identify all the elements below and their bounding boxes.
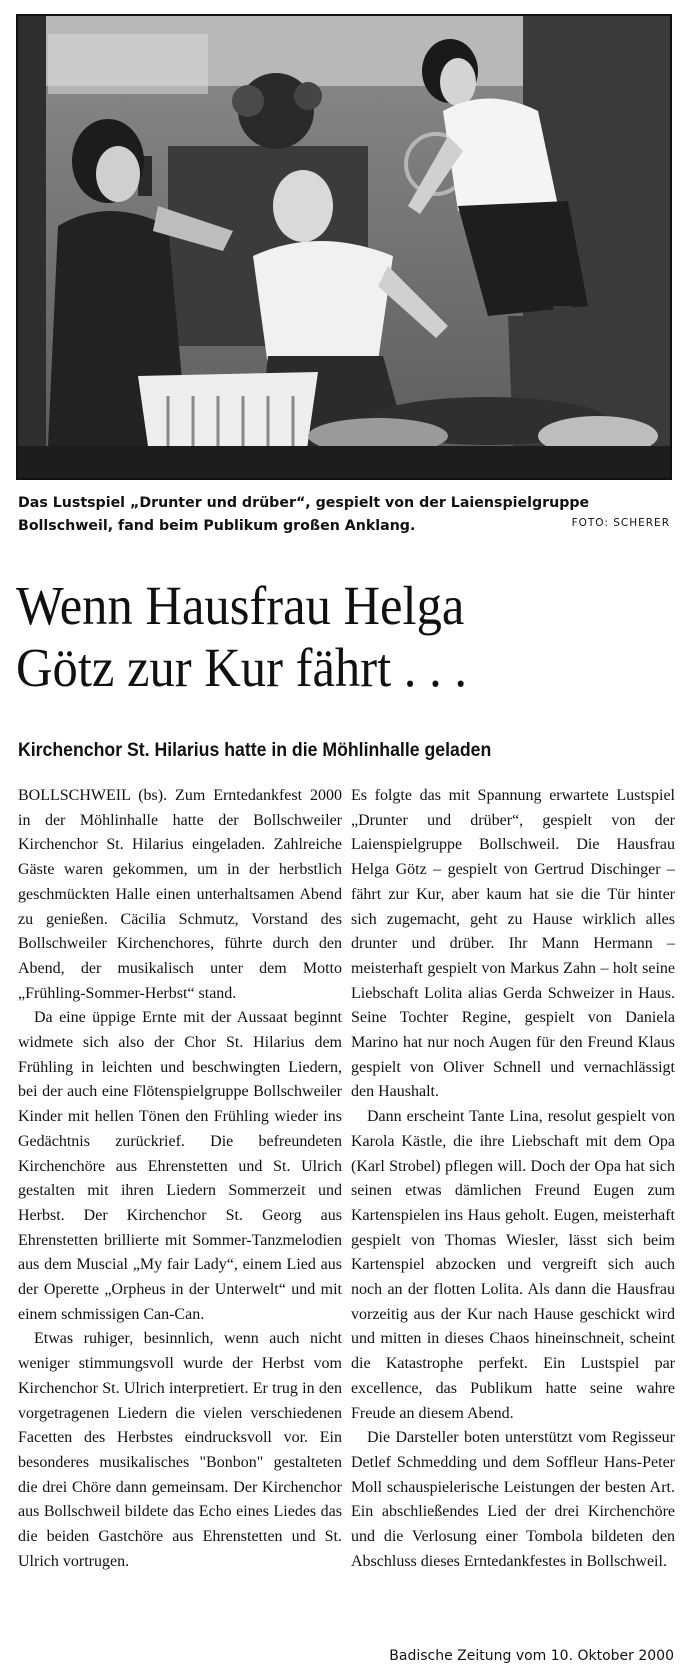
article-column-left — [18, 784, 342, 1575]
photo-credit: FOTO: SCHERER — [571, 517, 670, 529]
theater-scene-photo — [18, 16, 670, 478]
article-photo — [16, 14, 672, 480]
headline-line-2: Götz zur Kur fährt . . . — [16, 637, 468, 698]
paragraph: BOLLSCHWEIL (bs). Zum Erntedankfest 2000 in der Möhlinhalle hatte der Bollschweiler Kirchenchor St. Hilarius eingeladen. Zahlreiche Gäste waren gekommen, um in der herbstlich geschmückten Halle einen unterhaltsamen Abend zu genießen. Cäcilia Schmutz, Vorstand des Bollschweiler Kirchenchores, führte durch den Abend, der musikalisch unter dem Motto „Frühling-Sommer-Herbst“ stand. — [18, 787, 342, 1002]
article-column-right — [351, 784, 675, 1575]
headline-line-1: Wenn Hausfrau Helga — [16, 575, 465, 636]
paragraph: Dann erscheint Tante Lina, resolut gespielt von Karola Kästle, die ihre Liebschaft mit dem Opa (Karl Strobel) pflegen will. Doch der Opa hat sich seinen etwas dämlichen Freund Eugen zum Kartenspielen ins Haus geholt. Eugen, meisterhaft gespielt von Thomas Wiesler, lässt sich beim Kartenspiel abzocken und vergreift sich auch noch an der flotten Lolita. Als dann die Hausfrau vorzeitig aus der Kur nach Hause geschickt wird und mitten in dieses Chaos hineinschneit, scheint die Katastrophe perfekt. Ein Lustspiel par excellence, das Publikum hatte seine wahre Freude an diesem Abend. — [351, 1108, 675, 1422]
paragraph: Es folgte das mit Spannung erwartete Lustspiel „Drunter und drüber“, gespielt von der Laienspielgruppe Bollschweil. Die Hausfrau Helga Götz – gespielt von Gertrud Dischinger – fährt zur Kur, aber kaum hat sie die Tür hinter sich zugemacht, geht zu Hause wirklich alles drunter und drüber. Ihr Mann Hermann – meisterhaft gespielt von Markus Zahn – holt seine Liebschaft Lolita alias Gerda Schweizer in Haus. Seine Tochter Regine, gespielt von Daniela Marino hat nur noch Augen für den Freund Klaus gespielt von Oliver Schnell und vernachlässigt den Haushalt. — [351, 787, 675, 1101]
subheadline: Kirchenchor St. Hilarius hatte in die Möhlinhalle geladen — [18, 740, 492, 761]
paragraph: Etwas ruhiger, besinnlich, wenn auch nicht weniger stimmungsvoll wurde der Herbst vom Kirchenchor St. Ulrich interpretiert. Er trug in den vorgetragenen Liedern die vielen verschiedenen Facetten des Herbstes eindrucksvoll vor. Ein besonderes musikalisches "Bonbon" gestalteten die drei Chöre dann gemeinsam. Der Kirchenchor aus Bollschweil bildete das Echo eines Liedes das die beiden Gastchöre aus Ehrenstetten und St. Ulrich vortrugen. — [18, 1330, 342, 1570]
paragraph: Da eine üppige Ernte mit der Aussaat beginnt widmete sich also der Chor St. Hilarius dem Frühling in leichten und beschwingten Liedern, bei der auch eine Flötenspielgruppe Bollschweiler Kinder mit hellen Tönen den Frühling wieder ins Gedächtnis zurückrief. Die befreundeten Kirchenchöre aus Ehrenstetten und St. Ulrich gestalten mit ihren Liedern Sommerzeit und Herbst. Der Kirchenchor St. Georg aus Ehrenstetten brillierte mit Sommer-Tanzmelodien aus dem Muscial „My fair Lady“, einem Lied aus der Operette „Orpheus in der Unterwelt“ und mit einem schmissigen Can-Can. — [18, 1009, 342, 1323]
caption-text: Das Lustspiel „Drunter und drüber“, gespielt von der Laienspielgruppe Bollschweil, fand beim Publikum großen Anklang. — [18, 495, 590, 534]
paragraph: Die Darsteller boten unterstützt vom Regisseur Detlef Schmedding und dem Soffleur Hans-Peter Moll schauspielerische Leistungen der besten Art. Ein abschließendes Lied der drei Kirchenchöre und die Verlosung einer Tombola bildeten den Abschluss dieses Erntedankfestes in Bollschweil. — [351, 1429, 675, 1570]
photo-caption — [18, 492, 670, 538]
source-line: Badische Zeitung vom 10. Oktober 2000 — [389, 1648, 674, 1664]
headline — [16, 575, 623, 699]
